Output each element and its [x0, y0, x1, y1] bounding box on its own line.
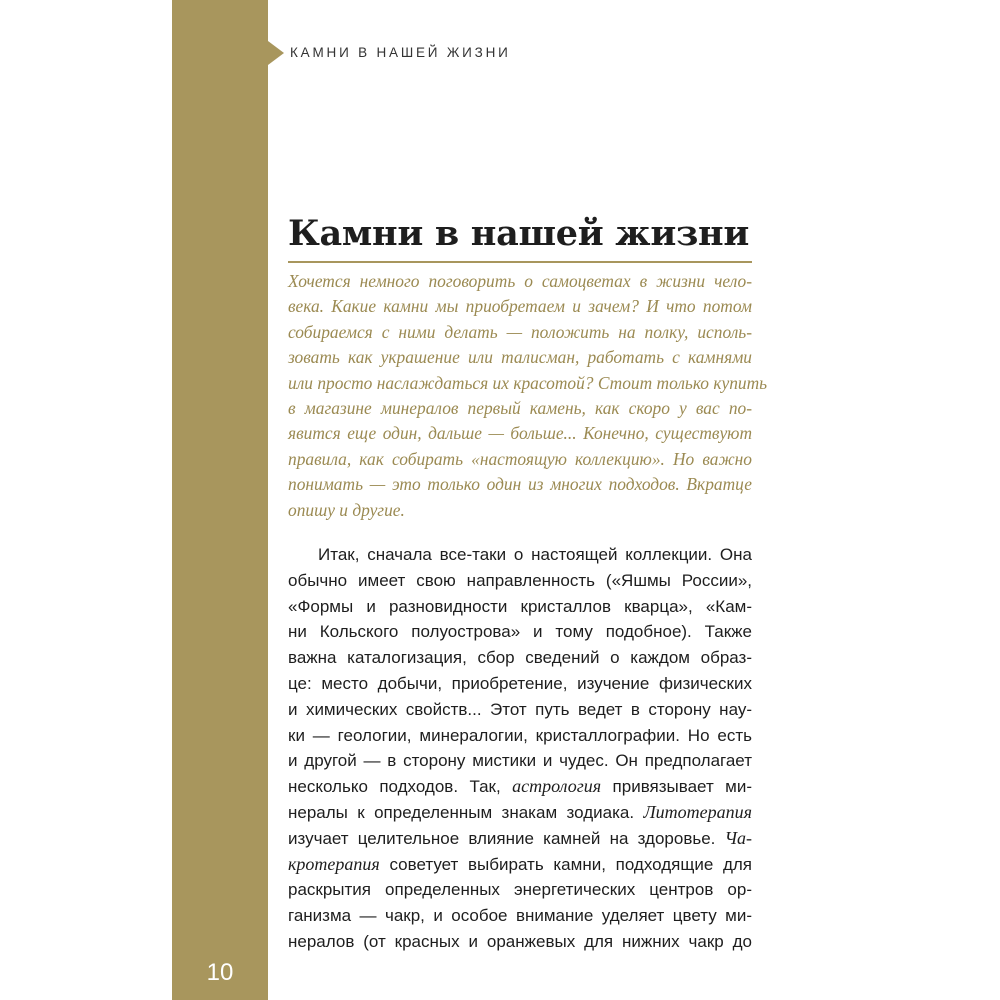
intro-line: Хочется немного поговорить о самоцветах в жизни чело- — [288, 271, 752, 291]
intro-line: зовать как украшение или талисман, работать с камнями — [288, 347, 752, 368]
body-text: изучает целительное влияние камней на здоровье. — [288, 828, 716, 848]
body-line: важна каталогизация, сбор сведений о каждом образ- — [288, 648, 752, 668]
intro-line: века. Какие камни мы приобретаем и зачем? И что потом — [288, 296, 752, 317]
intro-line: явится еще один, дальше — больше... Конечно, существуют — [288, 423, 752, 444]
intro-line: правила, как собирать «настоящую коллекцию». Но важно — [288, 448, 752, 469]
term-lithotherapy: Литотерапия — [643, 801, 752, 822]
body-line: и химических свойств... Этот путь ведет в сторону нау- — [288, 699, 752, 719]
body-line — [288, 852, 752, 878]
body-paragraph — [288, 542, 752, 955]
body-text: советует выбирать камни, подходящие для — [389, 854, 753, 874]
body-line: обычно имеет свою направленность («Яшмы России», — [288, 570, 752, 590]
intro-line: в магазине минералов первый камень, как скоро у вас по- — [288, 398, 752, 419]
body-line: раскрытия определенных энергетических центров ор- — [288, 880, 752, 900]
body-text: несколько подходов. Так, — [288, 777, 501, 797]
title-underline — [288, 261, 752, 263]
running-head-marker — [268, 41, 284, 65]
body-line: Итак, сначала все-таки о настоящей коллекции. Она — [318, 545, 752, 564]
intro-line: опишу и другие. — [288, 499, 405, 520]
body-line: ки — геологии, минералогии, кристаллографии. Но есть — [288, 725, 752, 745]
body-line: и другой — в сторону мистики и чудес. Он предполагает — [288, 751, 752, 771]
body-line: ни Кольского полуострова» и тому подобное). Также — [288, 622, 752, 642]
body-line — [288, 800, 752, 826]
term-astrology: астрология — [512, 776, 602, 797]
sidebar-band — [172, 0, 268, 1000]
body-line: це: место добычи, приобретение, изучение физических — [288, 673, 752, 693]
intro-line: собираемся с ними делать — положить на полку, исполь- — [288, 321, 752, 342]
page-number: 10 — [206, 959, 234, 986]
body-line — [288, 774, 752, 800]
term-chakra-therapy-start: Ча- — [724, 827, 752, 848]
body-line: «Формы и разновидности кристаллов кварца», «Кам- — [288, 596, 752, 616]
body-text: привязывает ми- — [612, 777, 752, 797]
intro-paragraph — [288, 269, 768, 523]
body-line: ганизма — чакр, и особое внимание уделяет цвету ми- — [288, 906, 752, 926]
term-chakra-therapy-end: кротерапия — [288, 853, 380, 874]
article-title: Камни в нашей жизни — [288, 213, 750, 254]
intro-line: понимать — это только один из многих подходов. Вкратце — [288, 474, 752, 495]
body-line: нералов (от красных и оранжевых для нижних чакр до — [288, 931, 752, 951]
intro-line: или просто наслаждаться их красотой? Стоит только купить — [288, 372, 768, 393]
body-text: нералы к определенным знакам зодиака. — [288, 802, 635, 822]
body-line — [288, 826, 752, 852]
running-head: КАМНИ В НАШЕЙ ЖИЗНИ — [290, 45, 511, 60]
